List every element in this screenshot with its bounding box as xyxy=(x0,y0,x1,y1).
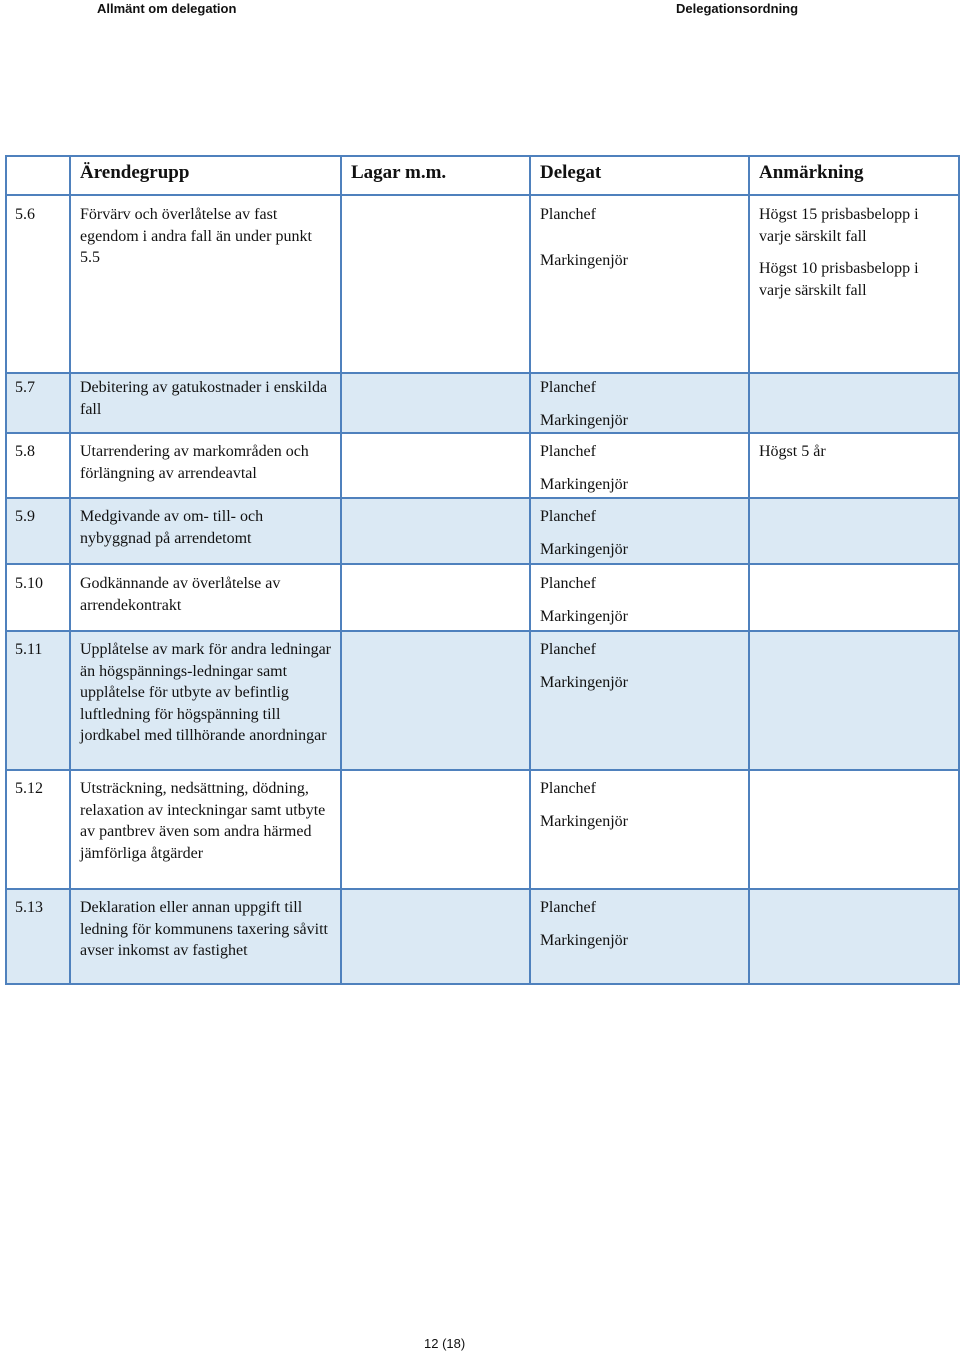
remark-primary: Högst 15 prisbasbelopp i varje särskilt fall xyxy=(759,206,919,245)
row-lagar xyxy=(341,889,530,984)
delegate-secondary: Markingenjör xyxy=(540,812,628,830)
row-lagar xyxy=(341,373,530,433)
row-number: 5.7 xyxy=(6,373,70,433)
table-row xyxy=(6,889,959,984)
table-row xyxy=(6,373,959,433)
row-lagar xyxy=(341,631,530,770)
delegate-primary: Planchef xyxy=(540,379,596,396)
row-arendegrupp: Upplåtelse av mark för andra ledningar än högspännings-ledningar samt upplåtelse för utbyte av befintlig luftledning för högspänning till jordkabel med tillhörande anordningar xyxy=(70,631,341,770)
delegate-secondary: Markingenjör xyxy=(540,607,628,625)
delegation-table xyxy=(5,155,960,985)
table-row xyxy=(6,195,959,373)
row-number: 5.6 xyxy=(6,195,70,373)
row-delegat xyxy=(530,373,749,433)
row-lagar xyxy=(341,433,530,498)
delegate-primary: Planchef xyxy=(540,508,596,525)
row-number: 5.10 xyxy=(6,564,70,631)
row-anmarkning xyxy=(749,433,959,498)
row-anmarkning xyxy=(749,631,959,770)
row-arendegrupp: Godkännande av överlåtelse av arrendekontrakt xyxy=(70,564,341,631)
column-header-lagar: Lagar m.m. xyxy=(341,156,530,195)
row-delegat xyxy=(530,889,749,984)
row-delegat xyxy=(530,770,749,889)
page-header xyxy=(0,0,960,20)
row-delegat xyxy=(530,564,749,631)
delegate-primary: Planchef xyxy=(540,206,596,223)
table-row xyxy=(6,770,959,889)
table-row xyxy=(6,631,959,770)
row-lagar xyxy=(341,498,530,564)
row-number: 5.11 xyxy=(6,631,70,770)
page-number: 12 (18) xyxy=(424,1336,466,1351)
row-anmarkning xyxy=(749,770,959,889)
row-arendegrupp: Debitering av gatukostnader i enskilda fall xyxy=(70,373,341,433)
row-anmarkning xyxy=(749,195,959,373)
header-left-title: Allmänt om delegation xyxy=(97,1,237,16)
delegate-secondary: Markingenjör xyxy=(540,540,628,558)
delegate-secondary: Markingenjör xyxy=(540,411,628,429)
row-number: 5.13 xyxy=(6,889,70,984)
row-number: 5.9 xyxy=(6,498,70,564)
delegate-primary: Planchef xyxy=(540,575,596,592)
delegate-primary: Planchef xyxy=(540,899,596,916)
column-header-delegat: Delegat xyxy=(530,156,749,195)
table-header-row xyxy=(6,156,959,195)
remark-secondary: Högst 10 prisbasbelopp i varje särskilt fall xyxy=(759,260,919,299)
row-lagar xyxy=(341,564,530,631)
row-delegat xyxy=(530,498,749,564)
header-right-title: Delegationsordning xyxy=(676,1,799,16)
table-row xyxy=(6,564,959,631)
row-arendegrupp: Medgivande av om- till- och nybyggnad på arrendetomt xyxy=(70,498,341,564)
row-delegat xyxy=(530,631,749,770)
delegate-primary: Planchef xyxy=(540,443,596,460)
delegate-secondary: Markingenjör xyxy=(540,475,628,493)
column-header-number xyxy=(6,156,70,195)
delegate-secondary: Markingenjör xyxy=(540,931,628,949)
row-arendegrupp: Förvärv och överlåtelse av fast egendom i andra fall än under punkt 5.5 xyxy=(70,195,341,373)
delegate-secondary: Markingenjör xyxy=(540,251,628,269)
row-anmarkning xyxy=(749,373,959,433)
row-lagar xyxy=(341,770,530,889)
delegate-primary: Planchef xyxy=(540,641,596,658)
row-anmarkning xyxy=(749,498,959,564)
row-delegat xyxy=(530,195,749,373)
delegate-secondary: Markingenjör xyxy=(540,673,628,691)
delegate-primary: Planchef xyxy=(540,780,596,797)
row-delegat xyxy=(530,433,749,498)
row-arendegrupp: Deklaration eller annan uppgift till ledning för kommunens taxering såvitt avser inkomst av fastighet xyxy=(70,889,341,984)
column-header-arendegrupp: Ärendegrupp xyxy=(70,156,341,195)
remark-primary: Högst 5 år xyxy=(759,443,826,460)
row-number: 5.12 xyxy=(6,770,70,889)
column-header-anmarkning: Anmärkning xyxy=(749,156,959,195)
table-row xyxy=(6,498,959,564)
row-anmarkning xyxy=(749,889,959,984)
delegation-table-container xyxy=(5,155,958,985)
row-number: 5.8 xyxy=(6,433,70,498)
row-arendegrupp: Utarrendering av markområden och förlängning av arrendeavtal xyxy=(70,433,341,498)
row-lagar xyxy=(341,195,530,373)
row-anmarkning xyxy=(749,564,959,631)
row-arendegrupp: Utsträckning, nedsättning, dödning, relaxation av inteckningar samt utbyte av pantbrev även som andra härmed jämförliga åtgärder xyxy=(70,770,341,889)
table-row xyxy=(6,433,959,498)
